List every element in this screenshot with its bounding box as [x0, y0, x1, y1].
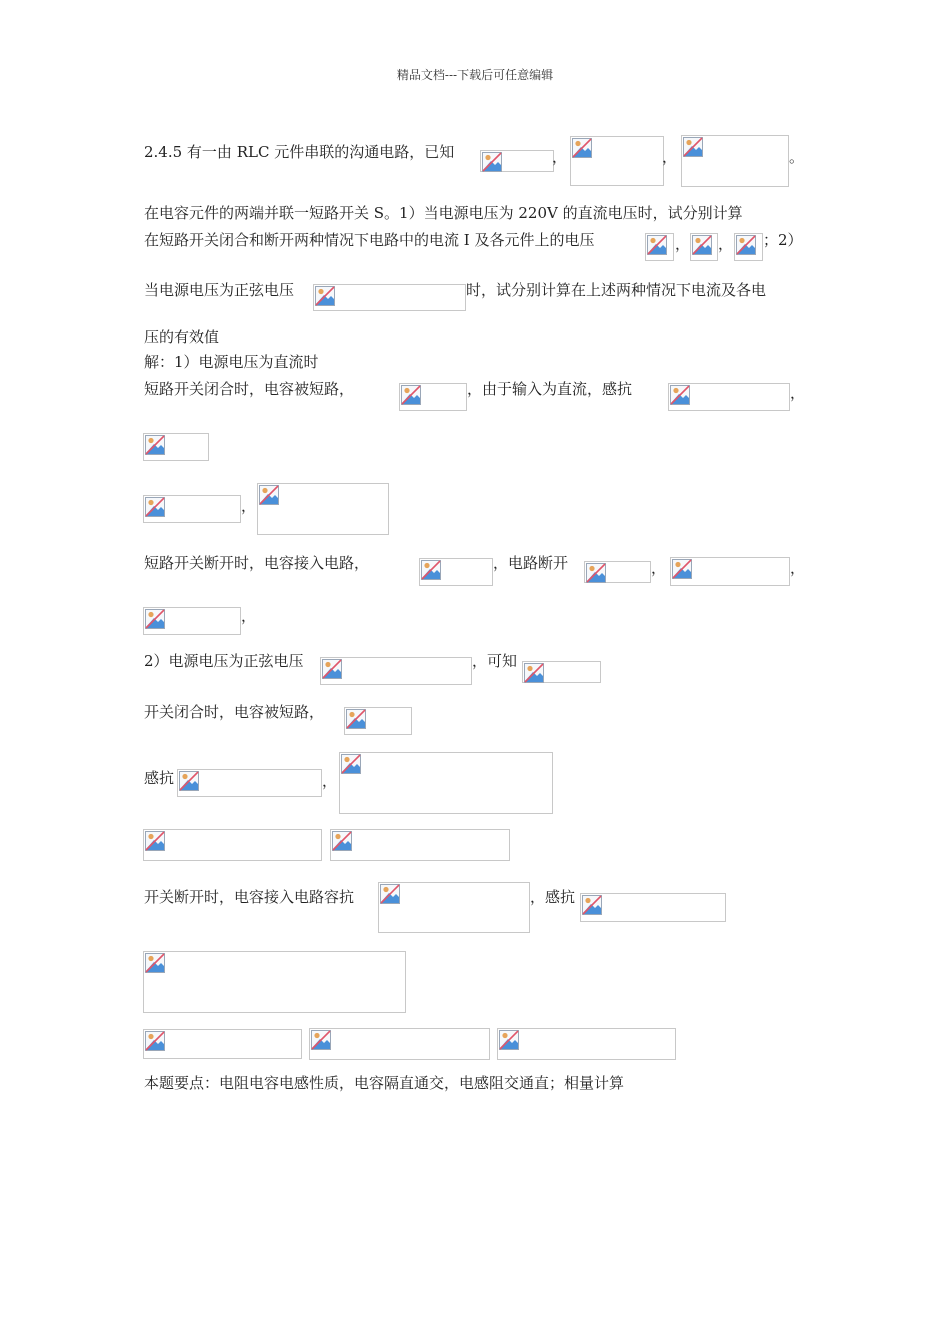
punctuation: ；2） [763, 231, 803, 249]
text-line: 开关断开时，电容接入电路容抗 [144, 888, 355, 906]
punctuation: ， [241, 497, 257, 515]
punctuation: ， [790, 384, 806, 402]
text-line: 2）电源电压为正弦电压 [144, 652, 304, 670]
formula-image [320, 657, 472, 685]
formula-image [670, 557, 790, 586]
formula-image [690, 233, 718, 261]
punctuation: 。 [789, 148, 805, 166]
text-line: ，可知 [472, 652, 518, 670]
formula-image [177, 769, 322, 797]
formula-image [480, 150, 554, 172]
formula-image [143, 495, 241, 523]
text-line: 当电源电压为正弦电压 [144, 281, 295, 299]
formula-image [143, 829, 322, 861]
formula-image [330, 829, 510, 861]
formula-image [734, 233, 763, 261]
text-line: 短路开关断开时，电容接入电路， [144, 554, 370, 572]
formula-image [645, 233, 674, 261]
punctuation: ， [675, 235, 691, 253]
formula-image [309, 1028, 490, 1060]
punctuation: ， [718, 235, 734, 253]
text-line: 时，试分别计算在上述两种情况下电流及各电 [466, 281, 767, 299]
text-line: ，电路断开 [493, 554, 569, 572]
formula-image [522, 661, 601, 683]
formula-image [378, 882, 530, 933]
formula-image [313, 284, 466, 311]
punctuation: ， [790, 559, 806, 577]
formula-image [399, 383, 467, 411]
text-line: 感抗 [144, 769, 175, 787]
punctuation: ， [241, 607, 257, 625]
text-line: 压的有效值 [144, 328, 220, 346]
punctuation: ， [651, 559, 667, 577]
text-line: 在短路开关闭合和断开两种情况下电路中的电流 I 及各元件上的电压 [144, 231, 595, 249]
formula-image [143, 951, 406, 1013]
formula-image [497, 1028, 676, 1060]
formula-image [143, 607, 241, 635]
text-line: 短路开关闭合时，电容被短路， [144, 380, 355, 398]
formula-image [668, 383, 790, 411]
formula-image [570, 136, 664, 186]
punctuation: ， [552, 148, 568, 166]
text-line: ，由于输入为直流，感抗 [467, 380, 633, 398]
formula-image [580, 893, 726, 922]
formula-image [584, 561, 651, 583]
formula-image [257, 483, 389, 535]
formula-image [143, 433, 209, 461]
formula-image [419, 558, 493, 586]
punctuation: ， [322, 772, 338, 790]
text-line: 2.4.5 有一由 RLC 元件串联的沟通电路，已知 [144, 143, 455, 161]
text-line: 开关闭合时，电容被短路， [144, 703, 325, 721]
text-line: 解：1）电源电压为直流时 [144, 353, 319, 371]
text-line: ，感抗 [530, 888, 576, 906]
punctuation: ， [662, 148, 678, 166]
formula-image [681, 135, 789, 187]
page-header: 精品文档---下载后可任意编辑 [396, 68, 554, 82]
text-line: 本题要点：电阻电容电感性质，电容隔直通交，电感阻交通直；相量计算 [144, 1074, 625, 1092]
text-line: 在电容元件的两端并联一短路开关 S。1）当电源电压为 220V 的直流电压时，试分别计算 [144, 204, 743, 222]
formula-image [344, 707, 412, 735]
formula-image [339, 752, 553, 814]
formula-image [143, 1029, 302, 1059]
